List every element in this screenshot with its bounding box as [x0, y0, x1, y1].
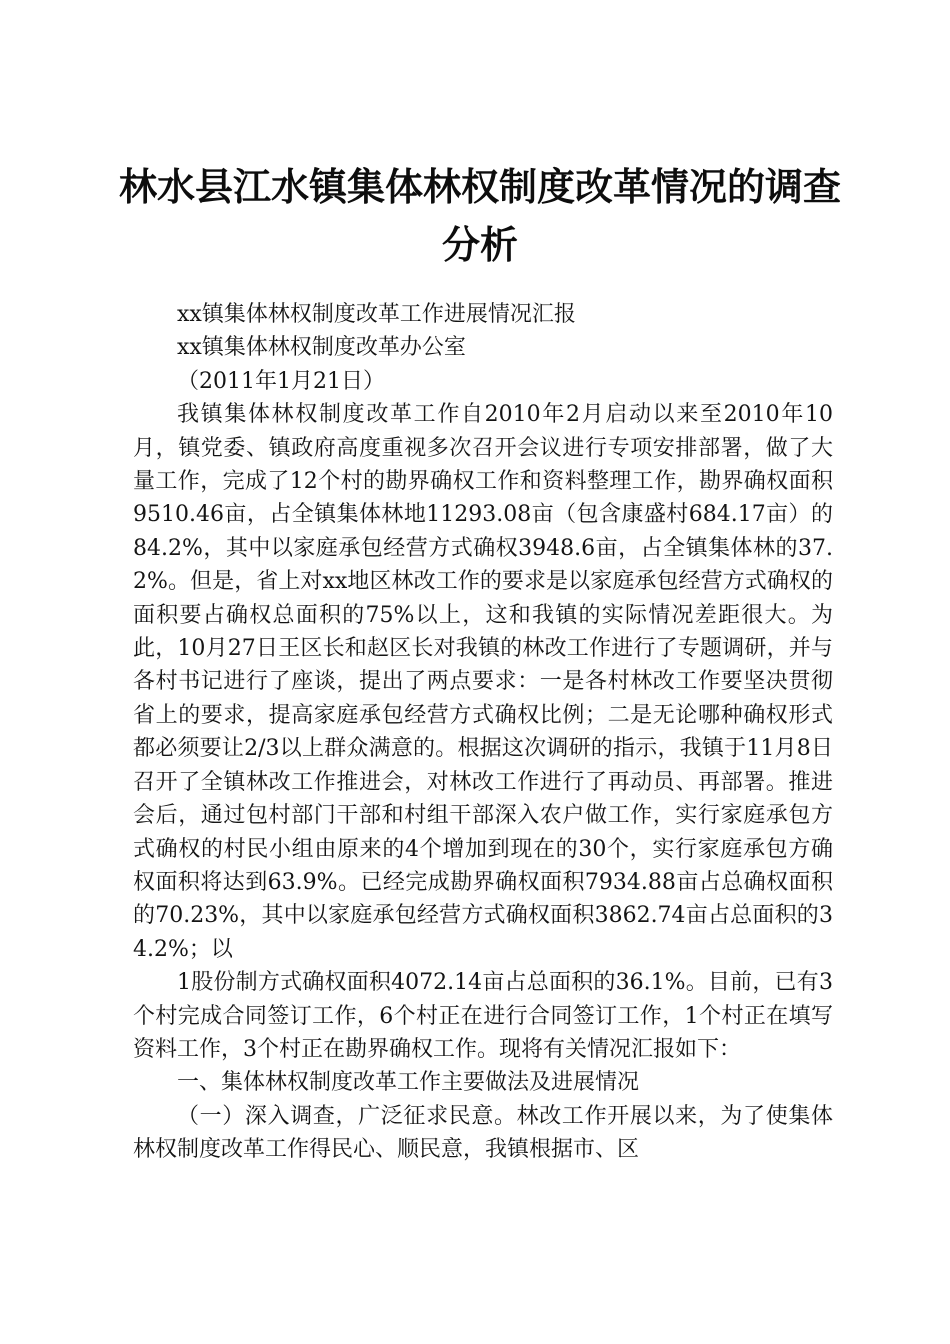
report-subtitle: xx镇集体林权制度改革工作进展情况汇报: [177, 302, 576, 327]
report-office: xx镇集体林权制度改革办公室: [177, 335, 466, 361]
document-title: 林水县江水镇集体林权制度改革情况的调查分析: [118, 164, 841, 267]
paragraph-section-1-1: （一）深入调查，广泛征求民意。林改工作开展以来，为了使集体林权制度改革工作得民心、顺民意，我镇根据市、区: [133, 1103, 833, 1163]
document-body: [133, 298, 833, 1167]
paragraph-intro: 我镇集体林权制度改革工作自2010年2月启动以来至2010年10月，镇党委、镇政府高度重视多次召开会议进行专项安排部署，做了大量工作，完成了12个村的勘界确权工作和资料整理工作，勘界确权面积9510.46亩，占全镇集体林地11293.08亩（包含康盛村684.17亩）的84.2%，其中以家庭承包经营方式确权3948.6亩，占全镇集体林的37.2%。但是，省上对xx地区林改工作的要求是以家庭承包经营方式确权的面积要占确权总面积的75%以上，这和我镇的实际情况差距很大。为此，10月27日王区长和赵区长对我镇的林改工作进行了专题调研，并与各村书记进行了座谈，提出了两点要求：一是各村林改工作要坚决贯彻省上的要求，提高家庭承包经营方式确权比例；二是无论哪种确权形式都必须要让2/3以上群众满意的。根据这次调研的指示，我镇于11月8日召开了全镇林改工作推进会，对林改工作进行了再动员、再部署。推进会后，通过包村部门干部和村组干部深入农户做工作，实行家庭承包方式确权的村民小组由原来的4个增加到现在的30个，实行家庭承包方确权面积将达到63.9%。已经完成勘界确权面积7934.88亩占总确权面积的70.23%，其中以家庭承包经营方式确权面积3862.74亩占总面积的34.2%；以: [133, 402, 833, 962]
report-date: （2011年1月21日）: [177, 368, 385, 394]
section-heading-1: 一、集体林权制度改革工作主要做法及进展情况: [177, 1070, 640, 1096]
paragraph-progress: 1股份制方式确权面积4072.14亩占总面积的36.1%。目前，已有3个村完成合同签订工作，6个村正在进行合同签订工作，1个村正在填写资料工作，3个村正在勘界确权工作。现将有关情况汇报如下：: [133, 970, 833, 1062]
